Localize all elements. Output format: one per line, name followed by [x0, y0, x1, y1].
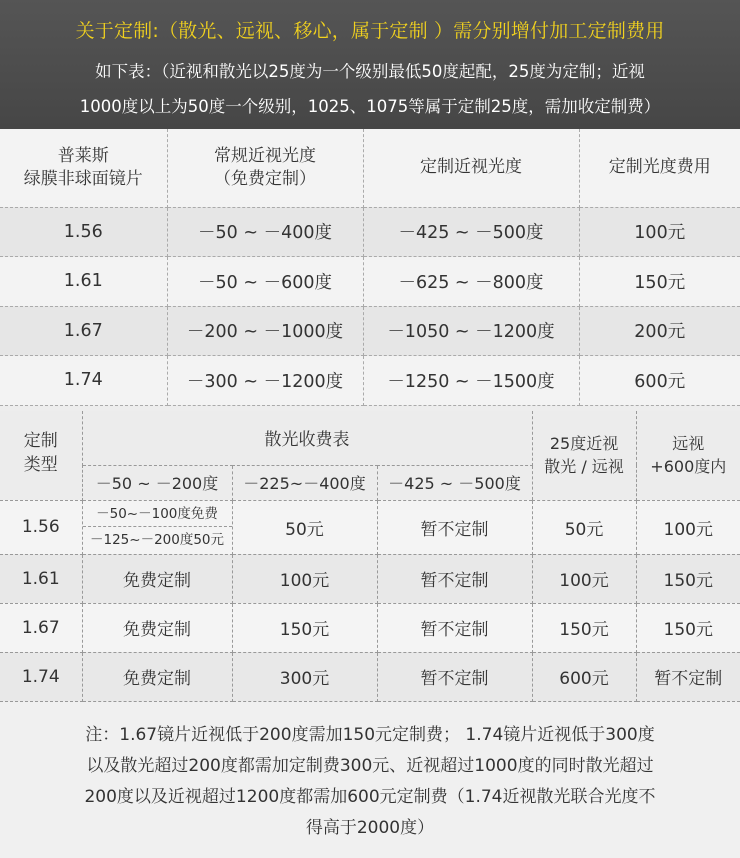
fee-cell: 免费定制 [82, 554, 232, 603]
table-row [0, 207, 740, 257]
split-bottom: －125~－200度50元 [89, 532, 225, 548]
header-banner [0, 0, 740, 129]
regular-range: －50 ~ －400度 [167, 207, 363, 257]
table-row [0, 554, 740, 603]
lens-index: 1.74 [0, 652, 82, 701]
header-title: 关于定制:（散光、远视、移心，属于定制 ）需分别增付加工定制费用 [75, 20, 665, 42]
lens-index: 1.56 [0, 207, 167, 257]
fee-cell: 100元 [532, 554, 636, 603]
header-line-2: 如下表：（近视和散光以25度为一个级别最低50度起配，25度为定制；近视 [95, 62, 645, 81]
custom-fee: 200元 [579, 306, 740, 356]
fee-cell: 150元 [532, 603, 636, 652]
custom-range: －625 ~ －800度 [363, 257, 579, 307]
custom-fee: 100元 [579, 207, 740, 257]
header-25deg: 25度近视 散光 / 远视 [532, 411, 636, 500]
header-type: 定制 类型 [0, 411, 82, 500]
fee-cell: 免费定制 [82, 652, 232, 701]
header-custom: 定制近视光度 [363, 129, 579, 207]
table-header-row [0, 411, 740, 465]
fee-cell: 300元 [232, 652, 377, 701]
fee-cell: 100元 [636, 500, 740, 554]
subheader-range: －50 ~ －200度 [82, 465, 232, 500]
note-line: 200度以及近视超过1200度都需加600元定制费（1.74近视散光联合光度不 [84, 787, 656, 807]
fee-cell: 50元 [532, 500, 636, 554]
fee-cell: 暂不定制 [377, 652, 532, 701]
lens-index: 1.67 [0, 603, 82, 652]
split-top: －50~－100度免费 [83, 501, 232, 527]
header-regular: 常规近视光度 （免费定制） [167, 129, 363, 207]
lens-index: 1.67 [0, 306, 167, 356]
fee-cell: 暂不定制 [377, 554, 532, 603]
custom-range: －1050 ~ －1200度 [363, 306, 579, 356]
note-line: 注：1.67镜片近视低于200度需加150元定制费； 1.74镜片近视低于300度 [85, 725, 655, 745]
subheader-range: －225~－400度 [232, 465, 377, 500]
custom-fee: 150元 [579, 257, 740, 307]
footnote [0, 702, 740, 858]
table-row [0, 356, 740, 406]
table-row [0, 603, 740, 652]
note-line: 得高于2000度） [305, 818, 435, 838]
fee-cell: 暂不定制 [636, 652, 740, 701]
lens-index: 1.56 [0, 500, 82, 554]
regular-range: －300 ~ －1200度 [167, 356, 363, 406]
regular-range: －200 ~ －1000度 [167, 306, 363, 356]
astigmatism-price-table [0, 411, 740, 702]
table-header-row [0, 129, 740, 207]
custom-range: －425 ~ －500度 [363, 207, 579, 257]
fee-cell: 暂不定制 [377, 603, 532, 652]
regular-range: －50 ~ －600度 [167, 257, 363, 307]
subheader-range: －425 ~ －500度 [377, 465, 532, 500]
custom-fee: 600元 [579, 356, 740, 406]
table-row [0, 500, 740, 554]
table-row [0, 652, 740, 701]
fee-cell: 600元 [532, 652, 636, 701]
header-hyperopia: 远视 +600度内 [636, 411, 740, 500]
fee-cell: 150元 [636, 603, 740, 652]
table-row [0, 257, 740, 307]
lens-index: 1.74 [0, 356, 167, 406]
header-line-3: 1000度以上为50度一个级别，1025、1075等属于定制25度，需加收定制费） [79, 97, 661, 116]
fee-cell: 暂不定制 [377, 500, 532, 554]
header-astigmatism-title: 散光收费表 [82, 411, 532, 465]
fee-cell: 150元 [636, 554, 740, 603]
split-cell [82, 500, 232, 554]
custom-range: －1250 ~ －1500度 [363, 356, 579, 406]
fee-cell: 100元 [232, 554, 377, 603]
lens-index: 1.61 [0, 257, 167, 307]
header-fee: 定制光度费用 [579, 129, 740, 207]
myopia-price-table [0, 129, 740, 406]
header-lens: 普莱斯 绿膜非球面镜片 [0, 129, 167, 207]
fee-cell: 150元 [232, 603, 377, 652]
table-row [0, 306, 740, 356]
fee-cell: 50元 [232, 500, 377, 554]
note-line: 以及散光超过200度都需加定制费300元、近视超过1000度的同时散光超过 [86, 756, 654, 776]
lens-index: 1.61 [0, 554, 82, 603]
fee-cell: 免费定制 [82, 603, 232, 652]
